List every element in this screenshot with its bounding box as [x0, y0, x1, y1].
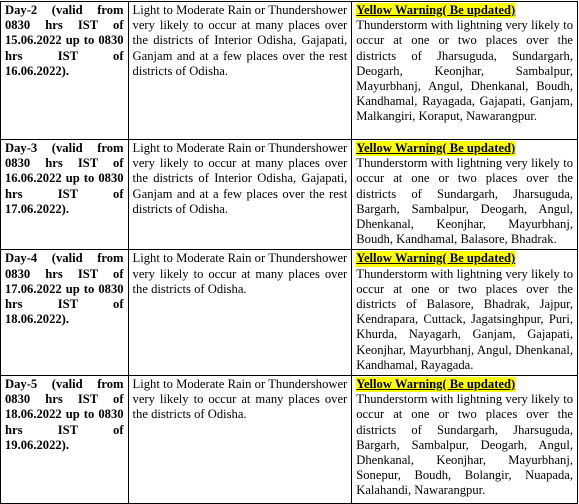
rain-forecast-text: Light to Moderate Rain or Thundershower very likely to occur at many places over the districts of Interior Odisha, Gajapati, Ganjam and at a few places over the rest districts of Odisha.	[132, 141, 348, 216]
yellow-warning-label: Yellow Warning( Be updated)	[356, 377, 516, 392]
day-validity-text: Day-2 (valid from 0830 hrs IST of 15.06.2022 up to 0830 hrs IST of 16.06.2022).	[5, 3, 124, 78]
rain-forecast-text: Light to Moderate Rain or Thundershower very likely to occur at many places over the districts of Odisha.	[132, 251, 348, 296]
day-cell	[1, 250, 129, 376]
thunderstorm-warning-cell	[352, 376, 578, 504]
thunderstorm-warning-text: Thunderstorm with lightning very likely to occur at one or two places over the districts of Sundargarh, Jharsuguda, Bargarh, Sambalpur, Deogarh, Angul, Dhenkanal, Keonjhar, Mayurbhanj, Boudh, Kandhamal, Balasore, Bhadrak.	[356, 156, 573, 247]
table-row	[1, 376, 578, 504]
yellow-warning-label: Yellow Warning( Be updated)	[356, 251, 516, 266]
day-cell	[1, 376, 129, 504]
day-validity-text: Day-5 (valid from 0830 hrs IST of 18.06.2022 up to 0830 hrs IST of 19.06.2022).	[5, 377, 124, 452]
day-validity-text: Day-4 (valid from 0830 hrs IST of 17.06.2022 up to 0830 hrs IST of 18.06.2022).	[5, 251, 124, 327]
day-validity-text: Day-3 (valid from 0830 hrs IST of 16.06.2022 up to 0830 hrs IST of 17.06.2022).	[5, 141, 124, 216]
table-row	[1, 250, 578, 376]
thunderstorm-warning-cell	[352, 140, 578, 250]
table-row	[1, 140, 578, 250]
day-cell	[1, 2, 129, 140]
thunderstorm-warning-text: Thunderstorm with lightning very likely to occur at one or two places over the districts of Balasore, Bhadrak, Jajpur, Kendrapara, Cuttack, Jagatsinghpur, Puri, Khurda, Nayagarh, Ganjam, Gajapati, Keonjhar, Mayurbhanj, Angul, Dhenkanal, Kandhamal, Rayagada.	[356, 266, 573, 372]
rain-forecast-cell	[128, 376, 352, 504]
rain-forecast-cell	[128, 140, 352, 250]
district-warning-table	[0, 1, 578, 504]
rain-forecast-cell	[128, 250, 352, 376]
yellow-warning-label: Yellow Warning( Be updated)	[356, 3, 516, 17]
rain-forecast-cell	[128, 2, 352, 140]
thunderstorm-warning-cell	[352, 250, 578, 376]
rain-forecast-text: Light to Moderate Rain or Thundershower very likely to occur at many places over the districts of Odisha.	[132, 377, 348, 422]
rain-forecast-text: Light to Moderate Rain or Thundershower very likely to occur at many places over the districts of Interior Odisha, Gajapati, Ganjam and at a few places over the rest districts of Odisha.	[132, 3, 348, 78]
thunderstorm-warning-text: Thunderstorm with lightning very likely to occur at one or two places over the districts of Jharsuguda, Sundargarh, Deogarh, Keonjhar, Sambalpur, Mayurbhanj, Angul, Dhenkanal, Boudh, Kandhamal, Rayagada, Gajapati, Ganjam, Malkangiri, Koraput, Nawarangpur.	[356, 18, 573, 124]
yellow-warning-label: Yellow Warning( Be updated)	[356, 141, 516, 155]
table-row	[1, 2, 578, 140]
day-cell	[1, 140, 129, 250]
thunderstorm-warning-text: Thunderstorm with lightning very likely to occur at one or two places over the districts of Sundargarh, Jharsuguda, Bargarh, Sambalpur, Deogarh, Angul, Dhenkanal, Keonjhar, Mayurbhanj, Sonepur, Boudh, Bolangir, Nuapada, Kalahandi, Nawarangpur.	[356, 392, 573, 498]
thunderstorm-warning-cell	[352, 2, 578, 140]
